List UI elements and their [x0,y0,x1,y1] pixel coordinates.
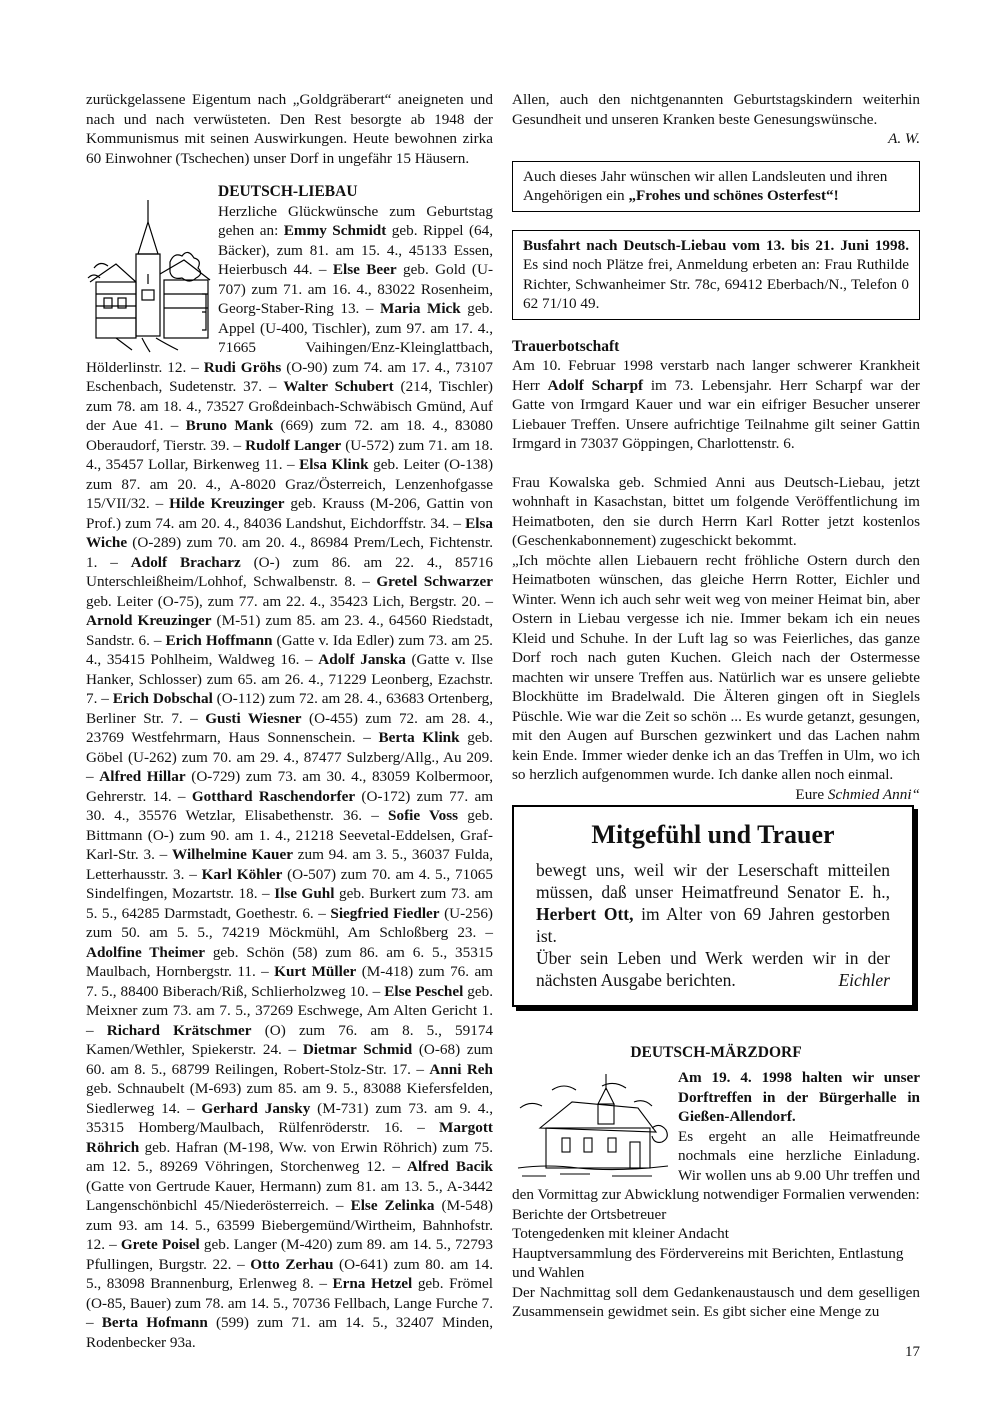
birthday-name: Erich Hoffmann [165,631,273,649]
birthday-name: Dietmar Schmid [302,1041,413,1058]
maerzdorf-bold-text: Am 19. 4. 1998 halten wir unser Dorftreffen in der Bürgerhalle in Gießen-Allendorf. [678,1069,920,1125]
birthday-details: (214, Tischler) zum 78. am 18. 4., 73527 Großdeinbach-Schwäbisch Gmünd, Auf der Aue 41. – [86,378,493,434]
mitgefuehl-text [536,859,890,947]
birthday-details: (O-) zum 86. am 22. 4., 85716 Unterschleißheim/Lohhof, Schwalbenstr. 8. – [86,553,494,590]
kowalska-letter [512,551,920,803]
page-number: 17 [905,1344,920,1360]
birthday-name: Gotthard Raschendorfer [191,787,356,805]
birthday-details: (O-507) zum 70. am 4. 5., 71065 Sindelfingen, Mozartstr. 18. – [86,865,493,902]
easter-bold: „Frohes und schönes Osterfest“! [628,187,839,204]
birthday-details: geb. Bittmann (O-) zum 90. am 1. 4., 21218 Seevetal-Eddelsen, Graf-Karl-Str. 3. – [86,807,493,863]
birthday-name: Rudolf Langer [245,436,342,454]
birthday-name: Elsa Wiche [86,514,493,551]
birthday-name: Hilde Kreuzinger [169,495,285,512]
birthday-details: geb. Hafran (M-198, Ww. von Erwin Röhrich) zum 75. am 12. 5., 89269 Vöhringen, Storchenweg 12. – [86,1138,493,1175]
wishes-signature-line [512,129,920,149]
birthday-name: Else Beer [332,261,397,278]
trauer-text-2: im 73. Lebensjahr. Herr Scharpf war der Gatte von Irmgard Kauer und war ein eifriger Besucher unserer Liebauer Treffen. Unsere aufrichtige Teilnahme gilt seiner Gattin Irmgard in 73037 Göppingen, Charlottenstr. 6. [512,376,920,452]
birthday-name: Otto Zerhau [250,1255,334,1273]
birthday-details: (M-731) zum 73. am 9. 4., 35315 Homberg/Maulbach, Rülfenröderstr. 16. – [86,1099,493,1136]
birthday-details: zum 94. am 3. 5., 36037 Fulda, Letterhausstr. 3. – [86,846,494,883]
birthday-name: Gretel Schwarzer [376,573,493,590]
birthday-details: (O-172) zum 77. am 30. 4., 35576 Wetzlar, Elisabethenstr. 36. – [86,787,494,824]
birthday-name: Kurt Müller [274,963,357,980]
birthday-details: (Gatte von Gertrude Kauer, Hermann) zum 81. am 13. 5., A-3442 Langenschönbichl 45/Niederösterreich. – [86,1177,493,1214]
birthday-name: Adolf Bracharz [130,553,241,571]
birthday-name: Alfred Bacik [406,1158,494,1175]
birthday-name: Else Peschel [384,982,464,1000]
birthday-details: geb. Göbel (U-262) zum 70. am 29. 4., 87477 Sulzberg/Allg., Au 209. – [86,729,493,785]
mitgefuehl-text-3-line [536,947,890,991]
agenda-item: Totengedenken mit kleiner Andacht [512,1225,729,1242]
birthday-details: (669) zum 72. am 18. 4., 83080 Oberaudorf, Tierstr. 39. – [86,417,493,454]
bus-text: Es sind noch Plätze frei, Anmeldung erbeten an: Frau Ruthilde Richter, Schwanheimer Str. 78c, 69412 Eberbach/N., Telefon 0 62 71/10 49. [523,256,909,312]
birthday-details: geb. Rippel (64, Bäcker), zum 81. am 15. 4., 45133 Essen, Heierbusch 44. – [218,222,493,278]
maerzdorf-closing: Der Nachmittag soll dem Gedankenaustausch und dem geselligen Zusammensein gewidmet sein. Es gibt sicher eine Menge zu [512,1283,920,1320]
birthday-details: geb. Krauss (M-206, Gattin von Prof.) zum 74. am 20. 4., 84036 Landshut, Eichdorffstr. 34. – [86,495,493,532]
birthday-name: Elsa Klink [299,456,369,473]
birthday-name: Sofie Voss [388,807,459,824]
birthday-name: Adolf Janska [318,651,406,668]
village-tower-drawing [86,182,212,354]
kowalska-signature [795,785,920,805]
trauer-section [512,337,920,454]
bus-title: Busfahrt nach Deutsch-Liebau vom 13. bis 21. Juni 1998. [523,236,909,254]
birthday-name: Richard Krätschmer [106,1021,252,1039]
birthday-details: geb. Gold (U-707) zum 71. am 16. 4., 83022 Rosenheim, Georg-Staber-Ring 13. – [218,261,493,317]
birthday-details: (U-572) zum 71. am 18. 4., 35457 Lollar, Birkenweg 11. – [86,436,493,473]
chapel-drawing [512,1068,672,1180]
birthday-name: Adolfine Theimer [86,943,205,961]
bus-box [512,230,920,320]
left-column [86,90,493,1352]
birthday-name: Walter Schubert [283,378,394,395]
trauer-title: Trauerbotschaft [512,337,620,355]
kowalska-letter-text: „Ich möchte allen Liebauern recht fröhliche Ostern durch den Heimatboten wünschen, das gleiche Herrn Rotter, Eichler und Winter. Wenn ich auch sehr weit weg von meiner Heimat bin, aber Ostern in Liebau vergesse ich nie. Immer bekam ich ein neues Kleid und Schuhe. In der Luft lag so was Feierliches, das ganze Dorf roch nach guten Kuchen. Gleich nach der Ostermesse machten wir unsere Treffen aus. Natürlich war es unsere geliebte Blockhütte im Bradelwald. Die Älteren gingen oft in Sieglels Püschle. Wie war die Zeit so schön ... Es wurde getanzt, gesungen, mit den Augen auf Burschen gezwinkert und das Lachen nahm kein Ende. Immer wieder denke ich an das Treffen in Ulm, wo ich so herzlich aufgenommen wurde. Ich danke allen noch einmal. [512,551,920,783]
intro-paragraph: zurückgelassene Eigentum nach „Goldgräberart“ aneigneten und nach und nach verwüsteten. Den Rest besorgte ab 1948 der Kommunismus mit seinen Auswirkungen. Heute bewohnen zirka 60 Einwohner (Tschechen) unser Dorf in ungefähr 15 Häusern. [86,91,493,167]
kowalska-intro: Frau Kowalska geb. Schmied Anni aus Deutsch-Liebau, jetzt wohnhaft in Kasachstan, bittet um folgende Veröffentlichung im Heimatboten, den sie durch Herrn Karl Rotter jetzt kostenlos (Geschenkabonnement) zugeschickt bekommt. [512,473,920,549]
birthday-details: geb. Frömel (O-85, Bauer) zum 78. am 14. 5., 70736 Fellbach, Lange Furche 7. – [86,1275,493,1331]
birthday-name: Grete Poisel [120,1236,200,1253]
birthday-details: geb. Leiter (O-75), zum 77. am 22. 4., 35423 Lich, Bergstr. 20. – [86,592,493,610]
maerzdorf-items [512,1205,920,1283]
birthday-name: Emmy Schmidt [283,222,387,239]
birthday-name: Gerhard Jansky [201,1099,311,1117]
wishes-paragraph: Allen, auch den nichtgenannten Geburtstagskindern weiterhin Gesundheit und unseren Kranken beste Genesungswünsche. [512,91,920,128]
birthday-name: Maria Mick [379,300,461,317]
birthday-details: (599) zum 71. am 14. 5., 32407 Minden, Rodenbecker 93a. [86,1314,493,1351]
maerzdorf-section [512,1043,920,1322]
birthday-details: (Gatte v. Ilse Hanker, Schlosser) zum 65. am 26. 4., 71229 Leonberg, Ezachstr. 7. – [86,651,494,707]
birthday-details: geb. Schön (58) zum 86. am 6. 5., 35315 Maulbach, Hornbergstr. 11. – [86,943,494,980]
greeting-text: Herzliche Glückwünsche zum Geburtstag gehen an: [218,202,493,239]
easter-box [512,161,920,212]
mitgefuehl-signature: Eichler [838,969,890,990]
birthday-name: Bruno Mank [185,417,274,434]
birthday-details: geb. Burkert zum 73. am 5. 5., 64285 Darmstadt, Goethestr. 6. – [86,885,493,922]
birthday-details: geb. Appel (U-400, Tischler), zum 97. am 17. 4., 71665 Vaihingen/Enz-Kleinglattbach, Hölderlinstr. 12. – [86,300,493,376]
birthday-details: geb. Langer (M-420) zum 89. am 14. 5., 72793 Pfullingen, Burgstr. 22. – [86,1236,494,1273]
birthday-details: (M-418) zum 76. am 7. 5., 88400 Biberach/Riß, Schlierholzweg 10. – [86,963,493,1000]
kowalska-sig-prefix: Eure [795,785,828,803]
maerzdorf-title: DEUTSCH-MÄRZDORF [630,1043,802,1061]
birthday-details: (O-455) zum 72. am 28. 4., 23769 Westfehrmarn, Haus Sonnenschein. – [86,709,494,746]
birthday-details: (O-90) zum 74. am 17. 4., 73107 Eschenbach, Sudetenstr. 37. – [86,358,493,395]
mitgefuehl-name: Herbert Ott, [536,903,634,924]
birthday-details: (O-68) zum 60. am 8. 5., 68799 Reilingen, Robert-Stolz-Str. 17. – [86,1041,493,1078]
birthday-details: (O) zum 76. am 8. 5., 59174 Kamen/Wethler, Spiekerstr. 24. – [86,1021,494,1058]
birthday-details: (O-112) zum 72. am 28. 4., 63683 Ortenberg, Berliner Str. 7. – [86,690,494,727]
birthday-name: Gusti Wiesner [205,709,302,727]
maerzdorf-text: Es ergeht an alle Heimatfreunde nochmals eine herzliche Einladung. Wir wollen uns ab 9.00 Uhr treffen und den Vormittag zur Abwicklung notwendiger Formalien verwenden: [512,1127,920,1203]
birthday-name: Else Zelinka [350,1197,435,1214]
easter-text: Auch dieses Jahr wünschen wir allen Landsleuten und ihren Angehörigen ein [523,167,888,204]
birthday-name: Alfred Hillar [99,768,186,785]
trauer-text-1: Am 10. Februar 1998 verstarb nach langer schwerer Krankheit Herr [512,357,920,394]
birthday-name: Wilhelmine Kauer [172,846,293,863]
mitgefuehl-title: Mitgefühl und Trauer [591,819,835,849]
birthday-details: (Gatte v. Ida Edler) zum 73. am 25. 4., 35415 Pohlheim, Waldweg 16. – [86,631,493,668]
mitgefuehl-box [512,805,914,1007]
birthday-name: Berta Klink [378,729,460,746]
birthday-details: (O-641) zum 80. am 14. 5., 83098 Brannenburg, Erlenweg 8. – [86,1255,493,1292]
kowalska-sig-name: Schmied Anni“ [827,785,920,803]
birthday-name: Margott Röhrich [86,1119,493,1156]
birthday-list [86,202,493,1353]
birthday-name: Anni Reh [429,1060,493,1078]
birthday-name: Siegfried Fiedler [330,904,440,922]
mitgefuehl-text-3: Über sein Leben und Werk werden wir in der nächsten Ausgabe berichten. [536,947,890,990]
birthday-details: (M-51) zum 85. am 23. 4., 64560 Riedstadt, Sandstr. 6. – [86,612,493,649]
birthday-name: Erich Dobschal [112,690,213,707]
wishes-signature: A. W. [888,130,920,147]
agenda-item: Hauptversammlung des Fördervereins mit Berichten, Entlastung und Wahlen [512,1244,904,1281]
birthday-name: Karl Köhler [201,865,283,883]
birthday-details: (U-256) zum 50. am 5. 5., 74219 Möckmühl, Am Schloßberg 23. – [86,904,493,941]
kowalska-section [512,473,920,803]
birthday-details: (O-729) zum 73. am 30. 4., 83059 Kolbermoor, Gehrerstr. 14. – [86,768,493,805]
liebau-title: DEUTSCH-LIEBAU [218,183,358,200]
birthday-details: geb. Meixner zum 73. am 7. 5., 37269 Eschwege, Am Alten Gericht 1. – [86,982,494,1039]
birthday-details: (O-289) zum 70. am 20. 4., 86984 Prem/Lech, Fichtenstr. 1. – [86,534,493,571]
right-column [512,90,920,1322]
trauer-name: Adolf Scharpf [547,376,644,394]
birthday-details: (M-548) zum 93. am 14. 5., 63599 Biebergemünd/Wirtheim, Bahnhofstr. 12. – [86,1197,493,1253]
birthday-name: Rudi Gröhs [203,358,282,376]
liebau-section [86,182,493,1352]
birthday-name: Ilse Guhl [274,885,335,902]
agenda-item: Berichte der Ortsbetreuer [512,1205,667,1223]
birthday-details: geb. Leiter (O-138) zum 87. am 20. 4., A-8020 Graz/Österreich, Lenzenhofgasse 15/VII/32. – [86,456,494,512]
mitgefuehl-text-2: im Alter von 69 Jahren gestorben ist. [536,903,890,946]
birthday-name: Arnold Kreuzinger [86,612,212,629]
mitgefuehl-text-1: bewegt uns, weil wir der Leserschaft mitteilen müssen, daß unser Heimatfreund Senator E. h., [536,859,890,902]
birthday-name: Berta Hofmann [101,1314,208,1331]
birthday-details: geb. Schnaubelt (M-693) zum 85. am 9. 5., 83088 Kiefersfelden, Siedlerweg 14. – [86,1080,493,1117]
birthday-name: Erna Hetzel [332,1275,413,1292]
trauer-text [512,356,920,454]
